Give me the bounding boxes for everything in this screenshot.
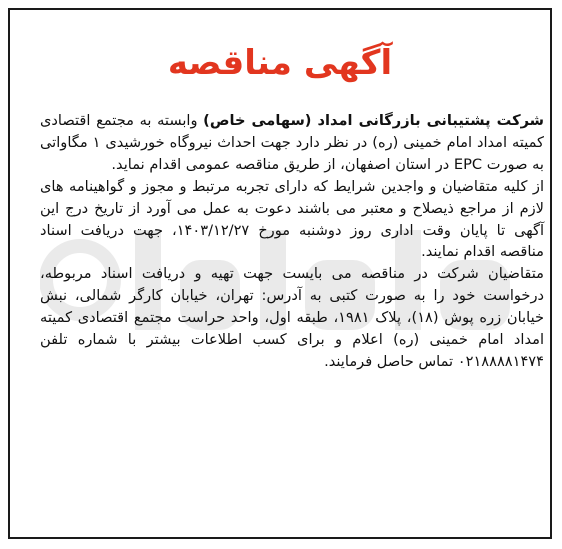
- notice-paragraph-2: از کلیه متقاضیان و واجدین شرایط که دارای تجربه مرتبط و مجوز و گواهینامه های لازم از مراجع ذیصلاح و معتبر می باشند دعوت به عمل می آورد از تاریخ درج این آگهی تا پایان وقت اداری روز دوشنبه مورخ ۱۴۰۳/۱۲/۲۷، جهت دریافت اسناد مناقصه اقدام نمایند.: [40, 177, 544, 261]
- notice-frame: [8, 8, 552, 539]
- company-name: شرکت پشتیبانی بازرگانی امداد (سهامی خاص): [203, 112, 545, 129]
- notice-title: آگهی مناقصه: [167, 43, 393, 83]
- notice-paragraph-3: متقاضیان شرکت در مناقصه می بایست جهت تهیه و دریافت اسناد مربوطه، درخواست خود را به صورت کتبی به آدرس: تهران، خیابان کارگر شمالی، نبش خیابان زره پوش (۱۸)، پلاک ۱۹۸۱، طبقه اول، واحد حراست مجتمع اقتصادی کمیته امداد امام خمینی (ره) اعلام و برای کسب اطلاعات بیشتر با شماره تلفن ۰۲۱۸۸۸۸۱۴۷۴ تماس حاصل فرمایند.: [40, 265, 544, 370]
- notice-body: [40, 110, 544, 373]
- notice-paragraph-1: [40, 110, 544, 176]
- paragraph-1-text: وابسته به مجتمع اقتصادی کمیته امداد امام خمینی (ره) در نظر دارد جهت احداث نیروگاه خورشیدی ۱ مگاواتی به صورت EPC در استان اصفهان، از طریق مناقصه عمومی اقدام نماید.: [40, 112, 544, 173]
